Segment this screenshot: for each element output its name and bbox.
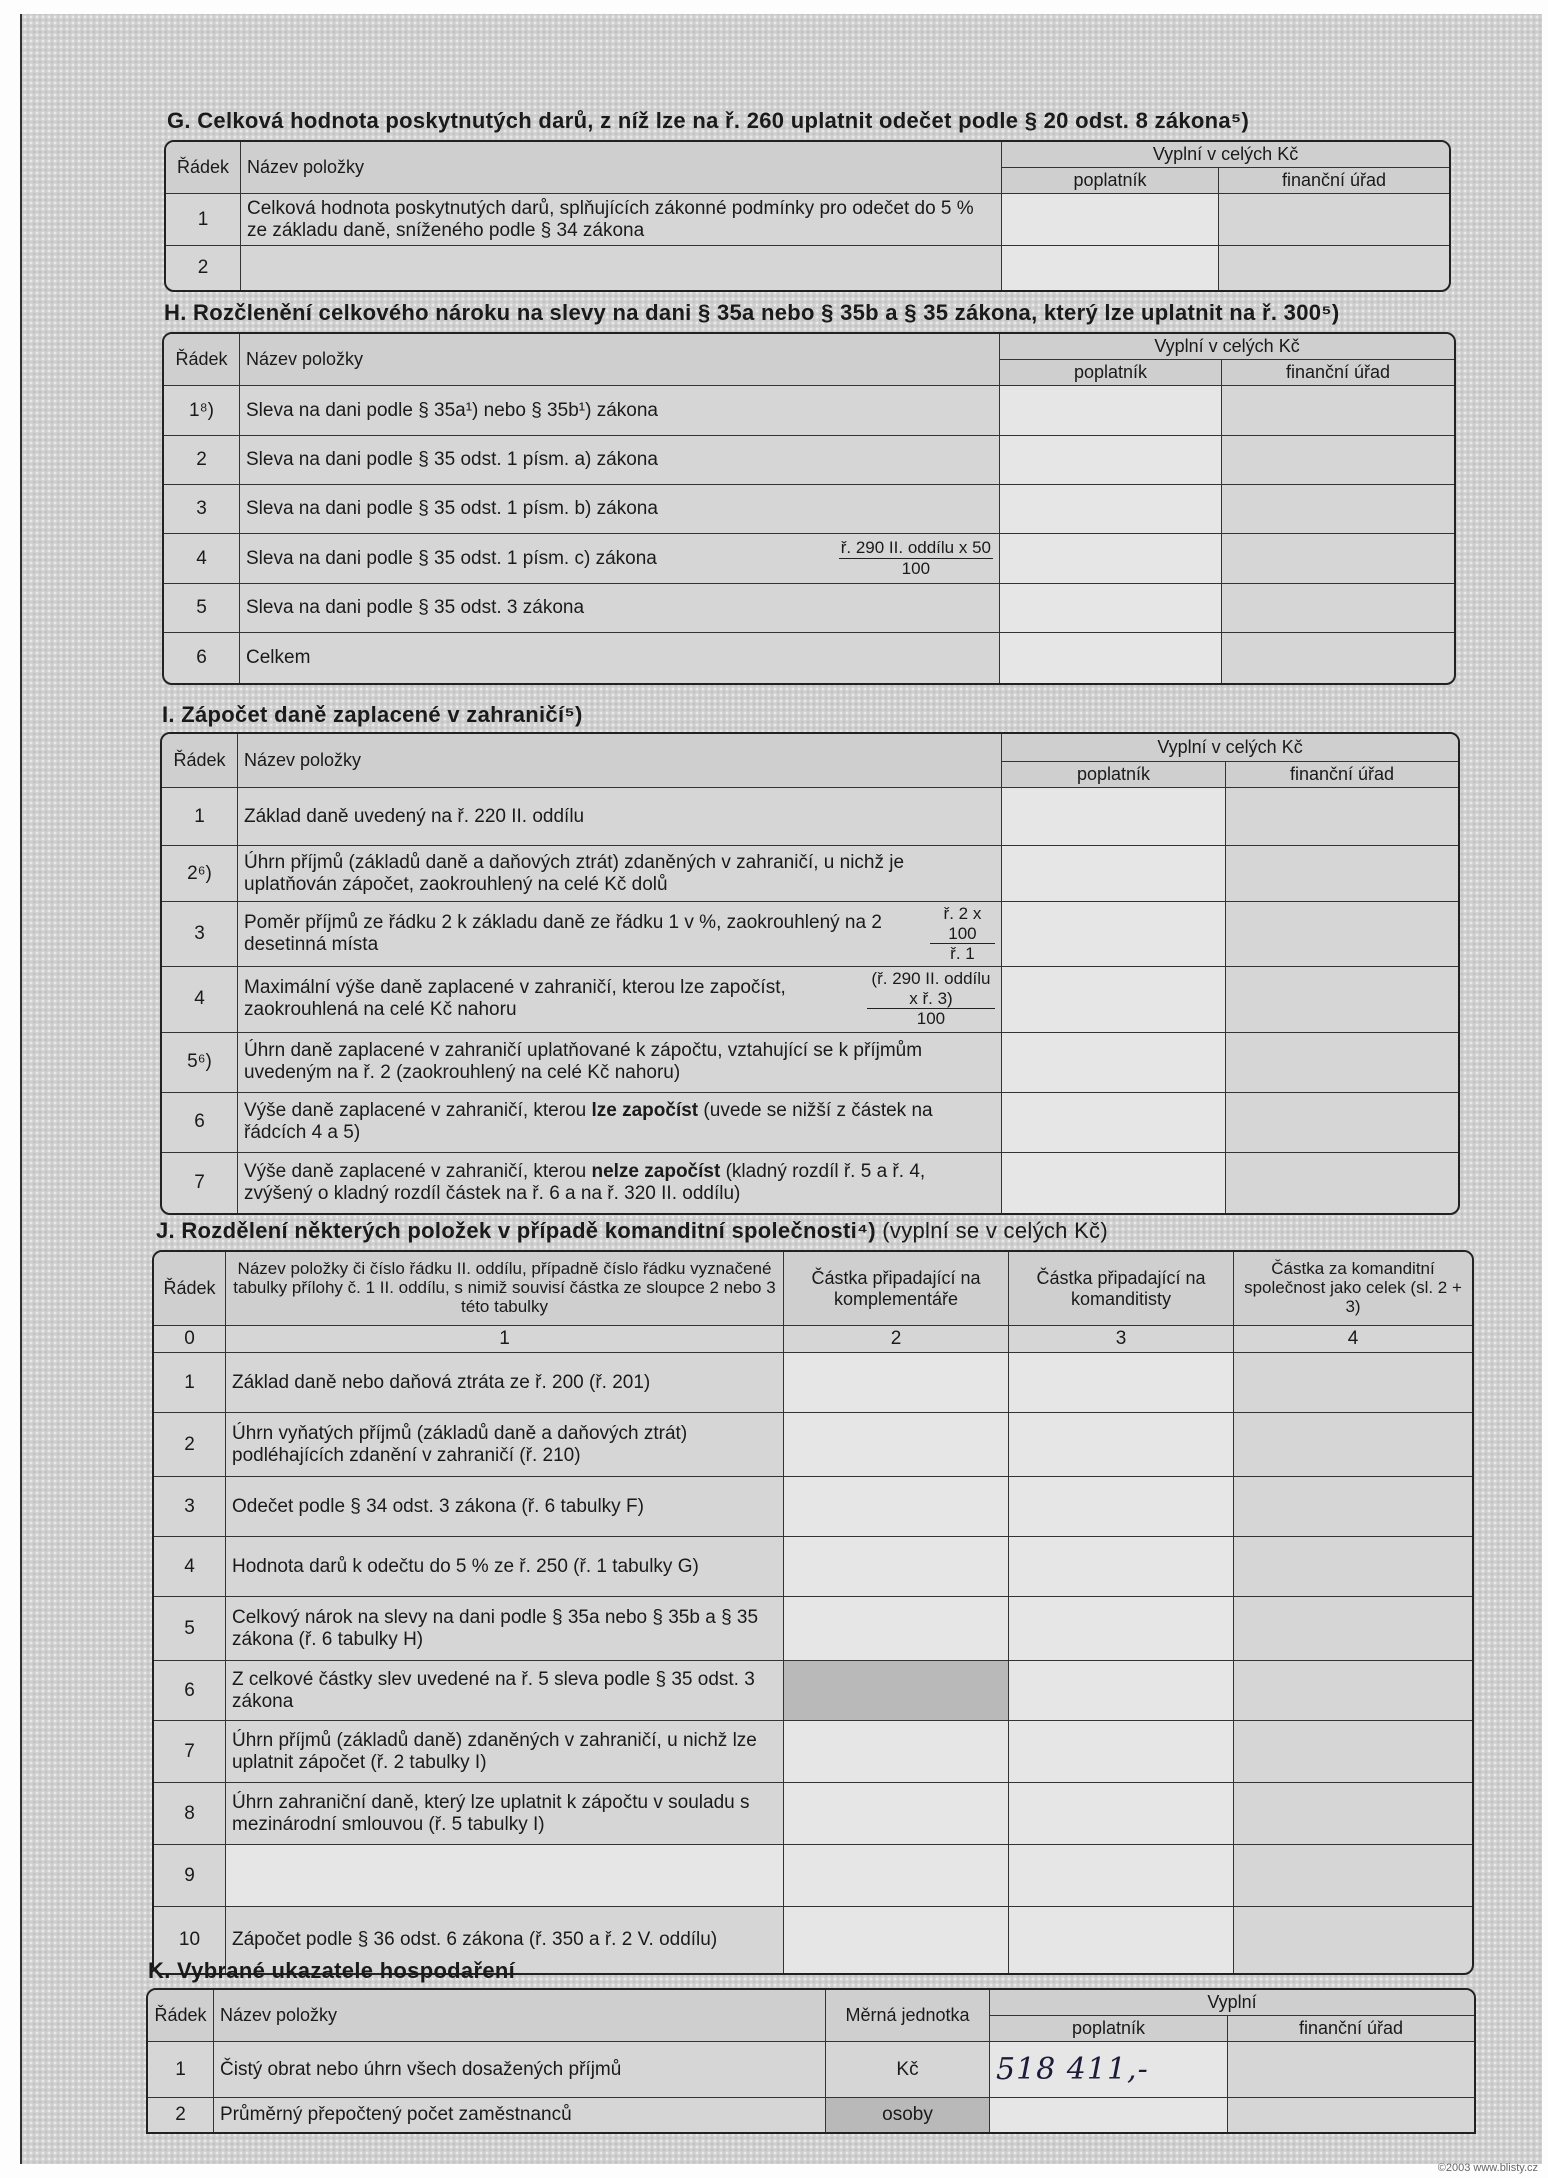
- input-komanditiste[interactable]: [1009, 1353, 1234, 1413]
- input-financni-urad[interactable]: [1222, 436, 1454, 485]
- row-label-text: (kladný rozdíl ř. 5 a ř. 4, zvýšený o kladný rozdíl částek na ř. 6 a na ř. 320 II. oddílu): [244, 1160, 926, 1204]
- col-radek: Řádek: [164, 334, 240, 386]
- row-number: 6: [164, 633, 240, 683]
- form-sheet: [20, 14, 1542, 2164]
- input-poplatnik[interactable]: [1000, 633, 1222, 683]
- input-poplatnik[interactable]: [1000, 436, 1222, 485]
- row-number: 8: [154, 1783, 226, 1845]
- input-financni-urad[interactable]: [1222, 584, 1454, 633]
- input-komanditiste[interactable]: [1009, 1845, 1234, 1907]
- row-label: Základ daně uvedený na ř. 220 II. oddílu: [238, 788, 1002, 846]
- row-label: Základ daně nebo daňová ztráta ze ř. 200 (ř. 201): [226, 1353, 784, 1413]
- input-celek[interactable]: [1234, 1353, 1472, 1413]
- row-label: Čistý obrat nebo úhrn všech dosažených příjmů: [214, 2042, 826, 2098]
- col-fill-header: Vyplní: [990, 1990, 1474, 2016]
- formula: [839, 538, 993, 578]
- input-financni-urad[interactable]: [1226, 967, 1458, 1033]
- input-poplatnik[interactable]: [1000, 485, 1222, 534]
- row-number: 9: [154, 1845, 226, 1907]
- input-komplementari[interactable]: [784, 1537, 1009, 1597]
- input-poplatnik[interactable]: [1002, 902, 1226, 967]
- row-number: 2⁶): [162, 846, 238, 902]
- section-j-title-note: (vyplní se v celých Kč): [875, 1218, 1109, 1243]
- row-label-text: Sleva na dani podle § 35 odst. 1 písm. c) zákona: [246, 547, 657, 569]
- input-row-label[interactable]: [241, 246, 1002, 290]
- row-label: Odečet podle § 34 odst. 3 zákona (ř. 6 tabulky F): [226, 1477, 784, 1537]
- input-komplementari[interactable]: [784, 1413, 1009, 1477]
- row-number: 1⁸): [164, 386, 240, 436]
- col-radek: Řádek: [148, 1990, 214, 2042]
- row-number: 3: [154, 1477, 226, 1537]
- section-i-title: I. Zápočet daně zaplacené v zahraničí⁵): [162, 702, 583, 727]
- row-number: 5: [154, 1597, 226, 1661]
- section-h-table: [162, 332, 1456, 685]
- row-label: [238, 902, 1002, 967]
- row-label: Úhrn daně zaplacené v zahraničí uplatňované k zápočtu, vztahující se k příjmům uvedeným na ř. 2 (zaokrouhlený na celé Kč nahoru): [238, 1033, 1002, 1093]
- col-fill-header: Vyplní v celých Kč: [1000, 334, 1454, 360]
- row-number: 1: [154, 1353, 226, 1413]
- input-poplatnik[interactable]: [1002, 1153, 1226, 1213]
- input-poplatnik[interactable]: [1002, 246, 1219, 290]
- row-number: 7: [162, 1153, 238, 1213]
- row-label: Celková hodnota poskytnutých darů, splňujících zákonné podmínky pro odečet do 5 % ze základu daně, sníženého podle § 34 zákona: [241, 194, 1002, 246]
- col-number: 4: [1234, 1326, 1472, 1353]
- row-number: 5: [164, 584, 240, 633]
- col-poplatnik: poplatník: [990, 2016, 1228, 2042]
- formula: [930, 904, 995, 964]
- row-label-text: Poměr příjmů ze řádku 2 k základu daně ze řádku 1 v %, zaokrouhlený na 2 desetinná místa: [244, 911, 882, 955]
- input-financni-urad[interactable]: [1226, 788, 1458, 846]
- row-label: [238, 967, 1002, 1033]
- input-komanditiste[interactable]: [1009, 1597, 1234, 1661]
- row-label-emphasis: nelze započíst: [591, 1160, 721, 1182]
- input-financni-urad[interactable]: [1226, 1153, 1458, 1213]
- input-komanditiste[interactable]: [1009, 1413, 1234, 1477]
- input-financni-urad[interactable]: [1228, 2098, 1474, 2132]
- input-financni-urad[interactable]: [1222, 386, 1454, 436]
- row-number: 2: [164, 436, 240, 485]
- input-komanditiste[interactable]: [1009, 1537, 1234, 1597]
- input-komanditiste[interactable]: [1009, 1783, 1234, 1845]
- input-poplatnik[interactable]: [1000, 386, 1222, 436]
- input-poplatnik-value[interactable]: 518 411,-: [990, 2042, 1228, 2098]
- input-komanditiste[interactable]: [1009, 1907, 1234, 1973]
- row-number: 2: [148, 2098, 214, 2132]
- input-poplatnik[interactable]: [1000, 534, 1222, 584]
- row-number: 3: [164, 485, 240, 534]
- row-label: Hodnota darů k odečtu do 5 % ze ř. 250 (ř. 1 tabulky G): [226, 1537, 784, 1597]
- col-radek: Řádek: [154, 1252, 226, 1326]
- col-celek: Částka za komanditní společnost jako celek (sl. 2 + 3): [1234, 1252, 1472, 1326]
- row-number: 2: [154, 1413, 226, 1477]
- row-label-text: (uvede se nižší z částek na řádcích 4 a 5): [244, 1100, 933, 1144]
- col-nazev: Název položky: [240, 334, 1000, 386]
- input-poplatnik[interactable]: [1002, 1093, 1226, 1153]
- row-number: 5⁶): [162, 1033, 238, 1093]
- row-label-text: Maximální výše daně zaplacené v zahraničí, kterou lze započíst, zaokrouhlená na celé Kč nahoru: [244, 977, 786, 1021]
- input-komplementari[interactable]: [784, 1597, 1009, 1661]
- input-financni-urad[interactable]: [1226, 902, 1458, 967]
- row-label: [238, 1093, 1002, 1153]
- input-celek[interactable]: [1234, 1907, 1472, 1973]
- formula-numerator: (ř. 290 II. oddílu x ř. 3): [867, 969, 995, 1009]
- input-financni-urad[interactable]: [1222, 633, 1454, 683]
- formula-denominator: ř. 1: [950, 944, 975, 964]
- col-fill-header: Vyplní v celých Kč: [1002, 142, 1449, 168]
- formula-numerator: ř. 290 II. oddílu x 50: [840, 538, 991, 558]
- input-komplementari[interactable]: [784, 1845, 1009, 1907]
- input-row-label[interactable]: [226, 1845, 784, 1907]
- input-celek[interactable]: [1234, 1845, 1472, 1907]
- input-poplatnik[interactable]: [1002, 967, 1226, 1033]
- row-label-emphasis: lze započíst: [591, 1100, 699, 1122]
- col-financni-urad: finanční úřad: [1219, 168, 1449, 194]
- row-label: Úhrn příjmů (základů daně) zdaněných v zahraničí, u nichž lze uplatnit zápočet (ř. 2 tabulky I): [226, 1721, 784, 1783]
- input-celek[interactable]: [1234, 1413, 1472, 1477]
- input-poplatnik[interactable]: [1002, 1033, 1226, 1093]
- row-label: Sleva na dani podle § 35a¹) nebo § 35b¹) zákona: [240, 386, 1000, 436]
- row-label: Průměrný přepočtený počet zaměstnanců: [214, 2098, 826, 2132]
- col-komanditiste: Částka připadající na komanditisty: [1009, 1252, 1234, 1326]
- row-label: Zápočet podle § 36 odst. 6 zákona (ř. 350 a ř. 2 V. oddílu): [226, 1907, 784, 1973]
- col-financni-urad: finanční úřad: [1226, 762, 1458, 788]
- row-label: Celkový nárok na slevy na dani podle § 35a nebo § 35b a § 35 zákona (ř. 6 tabulky H): [226, 1597, 784, 1661]
- row-label: Úhrn vyňatých příjmů (základů daně a daňových ztrát) podléhajících zdanění v zahraničí (ř. 210): [226, 1413, 784, 1477]
- section-g-table: [164, 140, 1451, 292]
- row-label: Celkem: [240, 633, 1000, 683]
- col-number: 2: [784, 1326, 1009, 1353]
- unit-value: osoby: [826, 2098, 990, 2132]
- row-label: Sleva na dani podle § 35 odst. 1 písm. a) zákona: [240, 436, 1000, 485]
- row-number: 7: [154, 1721, 226, 1783]
- section-g-title: G. Celková hodnota poskytnutých darů, z níž lze na ř. 260 uplatnit odečet podle § 20 odst. 8 zákona⁵): [167, 108, 1250, 133]
- input-financni-urad[interactable]: [1226, 846, 1458, 902]
- disabled-cell: [784, 1661, 1009, 1721]
- formula-denominator: 100: [916, 1009, 946, 1029]
- row-label: Úhrn příjmů (základů daně a daňových ztrát) zdaněných v zahraničí, u nichž je uplatňován zápočet, zaokrouhlený na celé Kč dolů: [238, 846, 1002, 902]
- section-k-table: [146, 1988, 1476, 2134]
- row-number: 6: [154, 1661, 226, 1721]
- row-number: 1: [166, 194, 241, 246]
- row-label: Úhrn zahraniční daně, který lze uplatnit k zápočtu v souladu s mezinárodní smlouvou (ř. 5 tabulky I): [226, 1783, 784, 1845]
- input-financni-urad[interactable]: [1219, 194, 1449, 246]
- section-j-table: [152, 1250, 1474, 1975]
- col-merna-jednotka: Měrná jednotka: [826, 1990, 990, 2042]
- section-j-title-text: J. Rozdělení některých položek v případě komanditní společnosti⁴): [156, 1218, 876, 1243]
- row-number: 2: [166, 246, 241, 290]
- row-label: Sleva na dani podle § 35 odst. 1 písm. b) zákona: [240, 485, 1000, 534]
- col-radek: Řádek: [162, 734, 238, 788]
- input-financni-urad[interactable]: [1226, 1033, 1458, 1093]
- row-label: Z celkové částky slev uvedené na ř. 5 sleva podle § 35 odst. 3 zákona: [226, 1661, 784, 1721]
- row-label: [240, 534, 1000, 584]
- input-komanditiste[interactable]: [1009, 1661, 1234, 1721]
- input-celek[interactable]: [1234, 1477, 1472, 1537]
- col-nazev: Název položky: [214, 1990, 826, 2042]
- input-celek[interactable]: [1234, 1597, 1472, 1661]
- input-komanditiste[interactable]: [1009, 1477, 1234, 1537]
- col-number: 3: [1009, 1326, 1234, 1353]
- input-celek[interactable]: [1234, 1537, 1472, 1597]
- row-number: 3: [162, 902, 238, 967]
- input-komplementari[interactable]: [784, 1907, 1009, 1973]
- input-celek[interactable]: [1234, 1783, 1472, 1845]
- col-radek: Řádek: [166, 142, 241, 194]
- col-nazev: Název položky: [241, 142, 1002, 194]
- copyright-notice: ©2003 www.blisty.cz: [1437, 2162, 1538, 2174]
- formula: [867, 969, 995, 1029]
- row-label-text: Výše daně zaplacené v zahraničí, kterou: [244, 1100, 592, 1122]
- row-number: 6: [162, 1093, 238, 1153]
- input-celek[interactable]: [1234, 1721, 1472, 1783]
- row-number: 10: [154, 1907, 226, 1973]
- formula-denominator: 100: [901, 559, 931, 578]
- row-label-text: Výše daně zaplacené v zahraničí, kterou: [244, 1160, 592, 1182]
- input-financni-urad[interactable]: [1222, 485, 1454, 534]
- col-financni-urad: finanční úřad: [1222, 360, 1454, 386]
- col-fill-header: Vyplní v celých Kč: [1002, 734, 1458, 762]
- input-financni-urad[interactable]: [1228, 2042, 1474, 2098]
- row-number: 4: [154, 1537, 226, 1597]
- section-i-table: [160, 732, 1460, 1215]
- row-number: 1: [148, 2042, 214, 2098]
- input-poplatnik[interactable]: [1002, 846, 1226, 902]
- row-label: Sleva na dani podle § 35 odst. 3 zákona: [240, 584, 1000, 633]
- formula-numerator: ř. 2 x 100: [930, 904, 995, 944]
- input-poplatnik[interactable]: [1002, 194, 1219, 246]
- input-poplatnik[interactable]: [990, 2098, 1228, 2132]
- section-j-title: [156, 1218, 1108, 1244]
- input-komplementari[interactable]: [784, 1721, 1009, 1783]
- col-number: 0: [154, 1326, 226, 1353]
- input-poplatnik[interactable]: [1000, 584, 1222, 633]
- input-komplementari[interactable]: [784, 1353, 1009, 1413]
- row-number: 4: [162, 967, 238, 1033]
- col-poplatnik: poplatník: [1002, 168, 1219, 194]
- unit-value: Kč: [826, 2042, 990, 2098]
- input-komplementari[interactable]: [784, 1783, 1009, 1845]
- input-komplementari[interactable]: [784, 1477, 1009, 1537]
- row-label: [238, 1153, 1002, 1213]
- col-nazev: Název položky: [238, 734, 1002, 788]
- input-komanditiste[interactable]: [1009, 1721, 1234, 1783]
- col-poplatnik: poplatník: [1002, 762, 1226, 788]
- col-komplementari: Částka připadající na komplementáře: [784, 1252, 1009, 1326]
- input-financni-urad[interactable]: [1219, 246, 1449, 290]
- input-poplatnik[interactable]: [1002, 788, 1226, 846]
- section-k-title: K. Vybrané ukazatele hospodaření: [148, 1958, 516, 1983]
- col-financni-urad: finanční úřad: [1228, 2016, 1474, 2042]
- row-number: 4: [164, 534, 240, 584]
- section-h-title: H. Rozčlenění celkového nároku na slevy na dani § 35a nebo § 35b a § 35 zákona, který lze uplatnit na ř. 300⁵): [164, 300, 1340, 325]
- input-financni-urad[interactable]: [1226, 1093, 1458, 1153]
- col-nazev: Název položky či číslo řádku II. oddílu, případně číslo řádku vyznačené tabulky přílohy č. 1 II. oddílu, s nimiž souvisí částka ze sloupce 2 nebo 3 této tabulky: [226, 1252, 784, 1326]
- input-celek[interactable]: [1234, 1661, 1472, 1721]
- col-number: 1: [226, 1326, 784, 1353]
- col-poplatnik: poplatník: [1000, 360, 1222, 386]
- input-financni-urad[interactable]: [1222, 534, 1454, 584]
- row-number: 1: [162, 788, 238, 846]
